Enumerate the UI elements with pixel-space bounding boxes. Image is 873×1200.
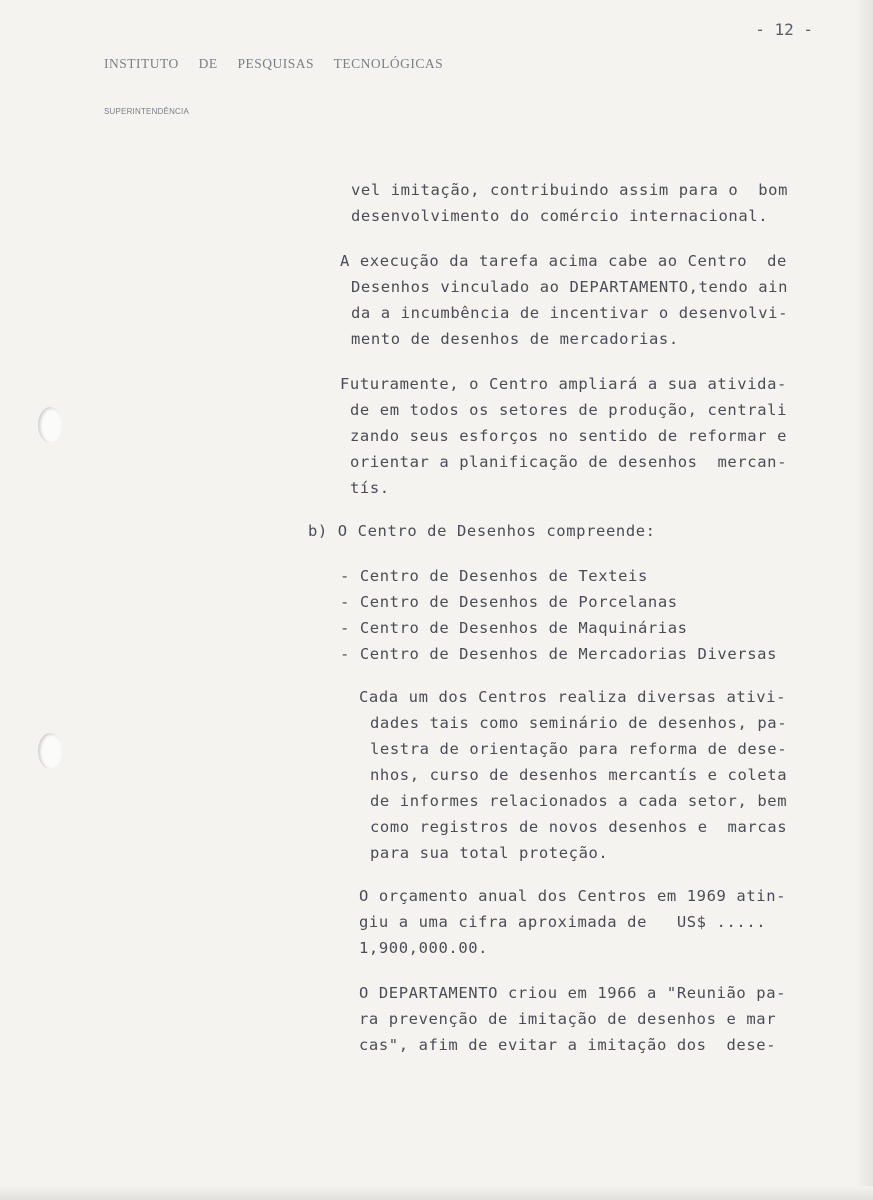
text-line: Desenhos vinculado ao DEPARTAMENTO,tendo ain	[351, 278, 788, 296]
page-number: - 12 -	[755, 20, 813, 39]
text-line: lestra de orientação para reforma de dese-	[370, 740, 788, 758]
text-line: cas", afim de evitar a imitação dos dese-	[359, 1036, 777, 1054]
punch-hole-bottom	[38, 733, 62, 769]
text-line: ra prevenção de imitação de desenhos e mar	[359, 1010, 777, 1028]
text-line: dades tais como seminário de desenhos, pa-	[370, 714, 788, 732]
text-line: de em todos os setores de produção, centrali	[350, 401, 787, 419]
text-line: desenvolvimento do comércio internacional.	[351, 207, 769, 225]
text-line: vel imitação, contribuindo assim para o bom	[351, 181, 788, 199]
text-line: orientar a planificação de desenhos mercan-	[350, 453, 787, 471]
list-item: - Centro de Desenhos de Maquinárias	[340, 619, 688, 637]
page-edge-shadow	[855, 0, 873, 1200]
text-line: para sua total proteção.	[370, 844, 609, 862]
text-line: nhos, curso de desenhos mercantís e coleta	[370, 766, 788, 784]
letterhead-department: SUPERINTENDÊNCIA	[104, 107, 189, 116]
text-line: Cada um dos Centros realiza diversas ativi-	[359, 688, 787, 706]
text-line: tís.	[350, 479, 390, 497]
text-line: 1,900,000.00.	[359, 939, 489, 957]
text-line: zando seus esforços no sentido de reformar e	[350, 427, 787, 445]
text-line: da a incumbência de incentivar o desenvolvi-	[351, 304, 788, 322]
list-item: - Centro de Desenhos de Texteis	[340, 567, 648, 585]
text-line: A execução da tarefa acima cabe ao Centro de	[340, 252, 787, 270]
text-line: giu a uma cifra aproximada de US$ .....	[359, 913, 767, 931]
text-line: mento de desenhos de mercadorias.	[351, 330, 679, 348]
list-item: - Centro de Desenhos de Porcelanas	[340, 593, 678, 611]
page-bottom-shadow	[0, 1186, 873, 1200]
text-line: O DEPARTAMENTO criou em 1966 a "Reunião pa-	[359, 984, 787, 1002]
text-line: como registros de novos desenhos e marcas	[370, 818, 788, 836]
list-item: - Centro de Desenhos de Mercadorias Diversas	[340, 645, 777, 663]
letterhead-institution: INSTITUTO DE PESQUISAS TECNOLÓGICAS	[104, 56, 444, 71]
punch-hole-top	[38, 407, 62, 443]
text-line: de informes relacionados a cada setor, bem	[370, 792, 788, 810]
text-line: Futuramente, o Centro ampliará a sua ativida-	[340, 375, 787, 393]
section-b-heading: b) O Centro de Desenhos compreende:	[308, 522, 656, 540]
text-line: O orçamento anual dos Centros em 1969 atin-	[359, 887, 787, 905]
